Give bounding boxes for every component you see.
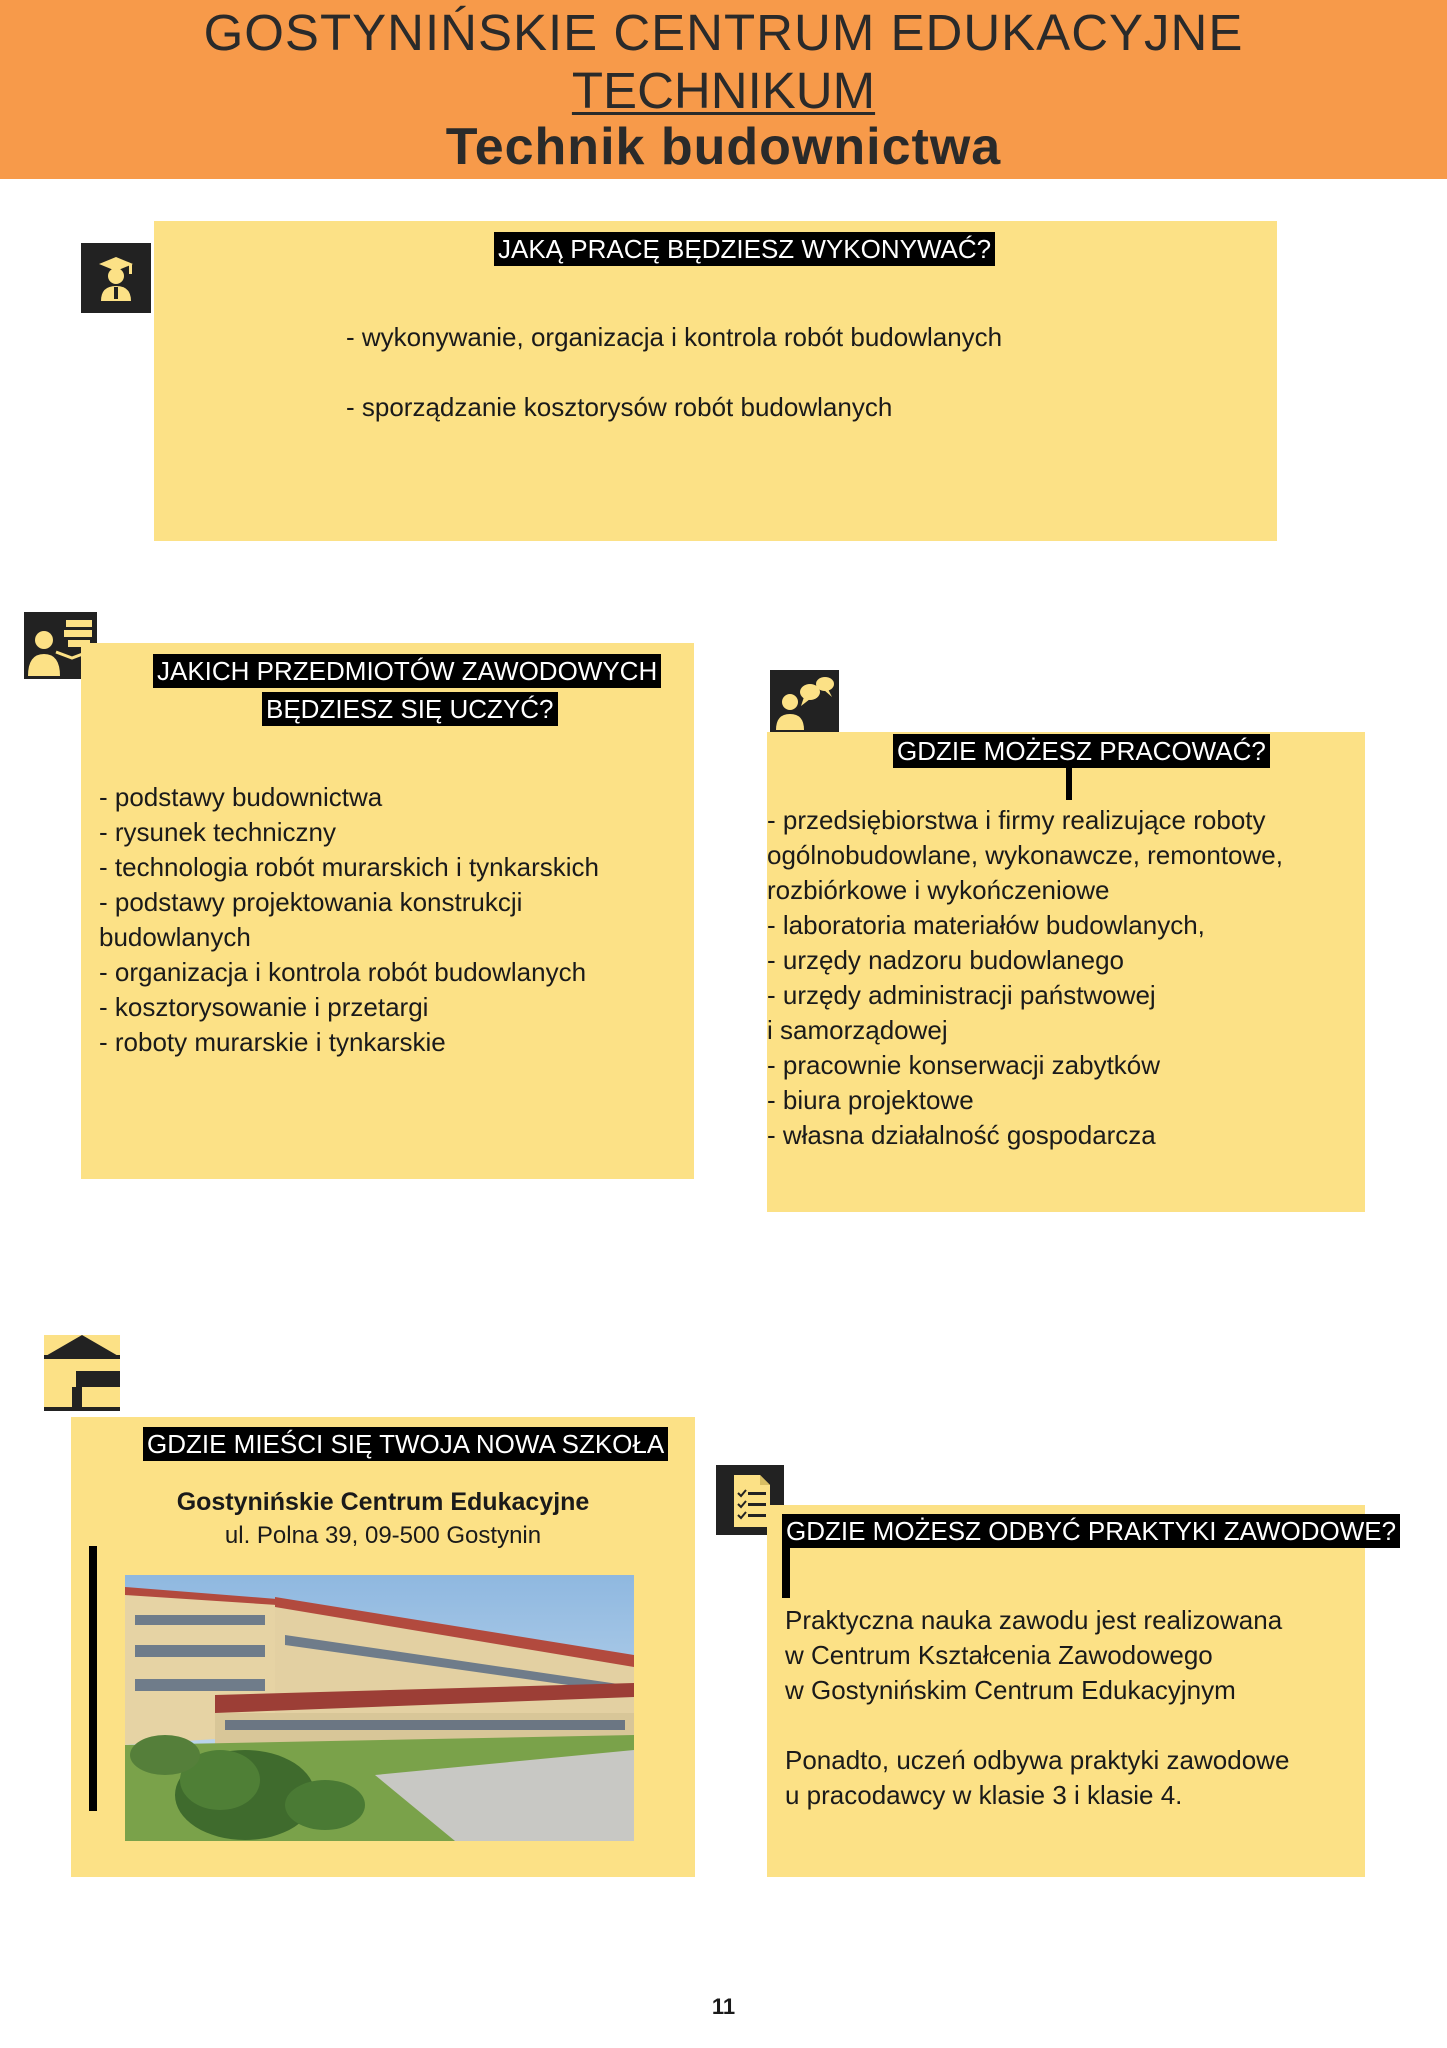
subject-item: - organizacja i kontrola robót budowlanych — [99, 957, 587, 987]
subject-item: - kosztorysowanie i przetargi — [99, 992, 429, 1022]
subject-item: budowlanych — [99, 922, 251, 952]
subject-item: - rysunek techniczny — [99, 817, 336, 847]
job-item: - biura projektowe — [767, 1085, 974, 1115]
job-item: - przedsiębiorstwa i firmy realizujące roboty — [767, 805, 1266, 835]
practice-para1-line: w Centrum Kształcenia Zawodowego — [785, 1640, 1213, 1670]
school-side-marker — [89, 1546, 97, 1811]
practice-para2-line: u pracodawcy w klasie 3 i klasie 4. — [785, 1780, 1183, 1810]
subject-item: - podstawy projektowania konstrukcji — [99, 887, 523, 917]
person-speech-icon — [770, 670, 839, 738]
subject-item: - technologia robót murarskich i tynkarskich — [99, 852, 599, 882]
work-item-2: - sporządzanie kosztorysów robót budowlanych — [346, 392, 893, 422]
page-number: 11 — [711, 1994, 736, 2019]
header-institution: GOSTYNIŃSKIE CENTRUM EDUKACYJNE — [203, 4, 1244, 61]
practice-para1-line: Praktyczna nauka zawodu jest realizowana — [785, 1605, 1283, 1635]
job-item: - pracownie konserwacji zabytków — [767, 1050, 1161, 1080]
work-box — [154, 221, 1277, 541]
practice-heading: GDZIE MOŻESZ ODBYĆ PRAKTYKI ZAWODOWE? — [782, 1514, 1400, 1548]
job-item: i samorządowej — [767, 1015, 948, 1045]
school-heading: GDZIE MIEŚCI SIĘ TWOJA NOWA SZKOŁA — [143, 1427, 668, 1461]
practice-para2-line: Ponadto, uczeń odbywa praktyki zawodowe — [785, 1745, 1290, 1775]
header-school-type: TECHNIKUM — [571, 62, 876, 119]
subjects-heading-line1: JAKICH PRZEDMIOTÓW ZAWODOWYCH — [153, 654, 661, 688]
job-item: - urzędy administracji państwowej — [767, 980, 1156, 1010]
header-profession: Technik budownictwa — [445, 118, 1002, 176]
subjects-heading-line2: BĘDZIESZ SIĘ UCZYĆ? — [262, 692, 558, 726]
jobs-heading: GDZIE MOŻESZ PRACOWAĆ? — [893, 734, 1270, 768]
school-address: ul. Polna 39, 09-500 Gostynin — [224, 1522, 542, 1549]
school-name: Gostynińskie Centrum Edukacyjne — [176, 1488, 590, 1516]
graduate-icon — [81, 243, 151, 313]
subject-item: - podstawy budownictwa — [99, 782, 383, 812]
practice-heading-marker — [782, 1548, 790, 1598]
job-item: ogólnobudowlane, wykonawcze, remontowe, — [767, 840, 1283, 870]
school-building-photo — [125, 1575, 634, 1841]
job-item: - urzędy nadzoru budowlanego — [767, 945, 1125, 975]
subject-item: - roboty murarskie i tynkarskie — [99, 1027, 446, 1057]
job-item: - laboratoria materiałów budowlanych, — [767, 910, 1205, 940]
job-item: rozbiórkowe i wykończeniowe — [767, 875, 1110, 905]
page-header — [0, 0, 1447, 179]
practice-para1-line: w Gostynińskim Centrum Edukacyjnym — [785, 1675, 1236, 1705]
work-heading: JAKĄ PRACĘ BĘDZIESZ WYKONYWAĆ? — [494, 232, 995, 266]
work-item-1: - wykonywanie, organizacja i kontrola robót budowlanych — [346, 322, 1003, 352]
jobs-heading-marker — [1066, 768, 1072, 800]
house-icon — [44, 1335, 120, 1411]
job-item: - własna działalność gospodarcza — [767, 1120, 1156, 1150]
